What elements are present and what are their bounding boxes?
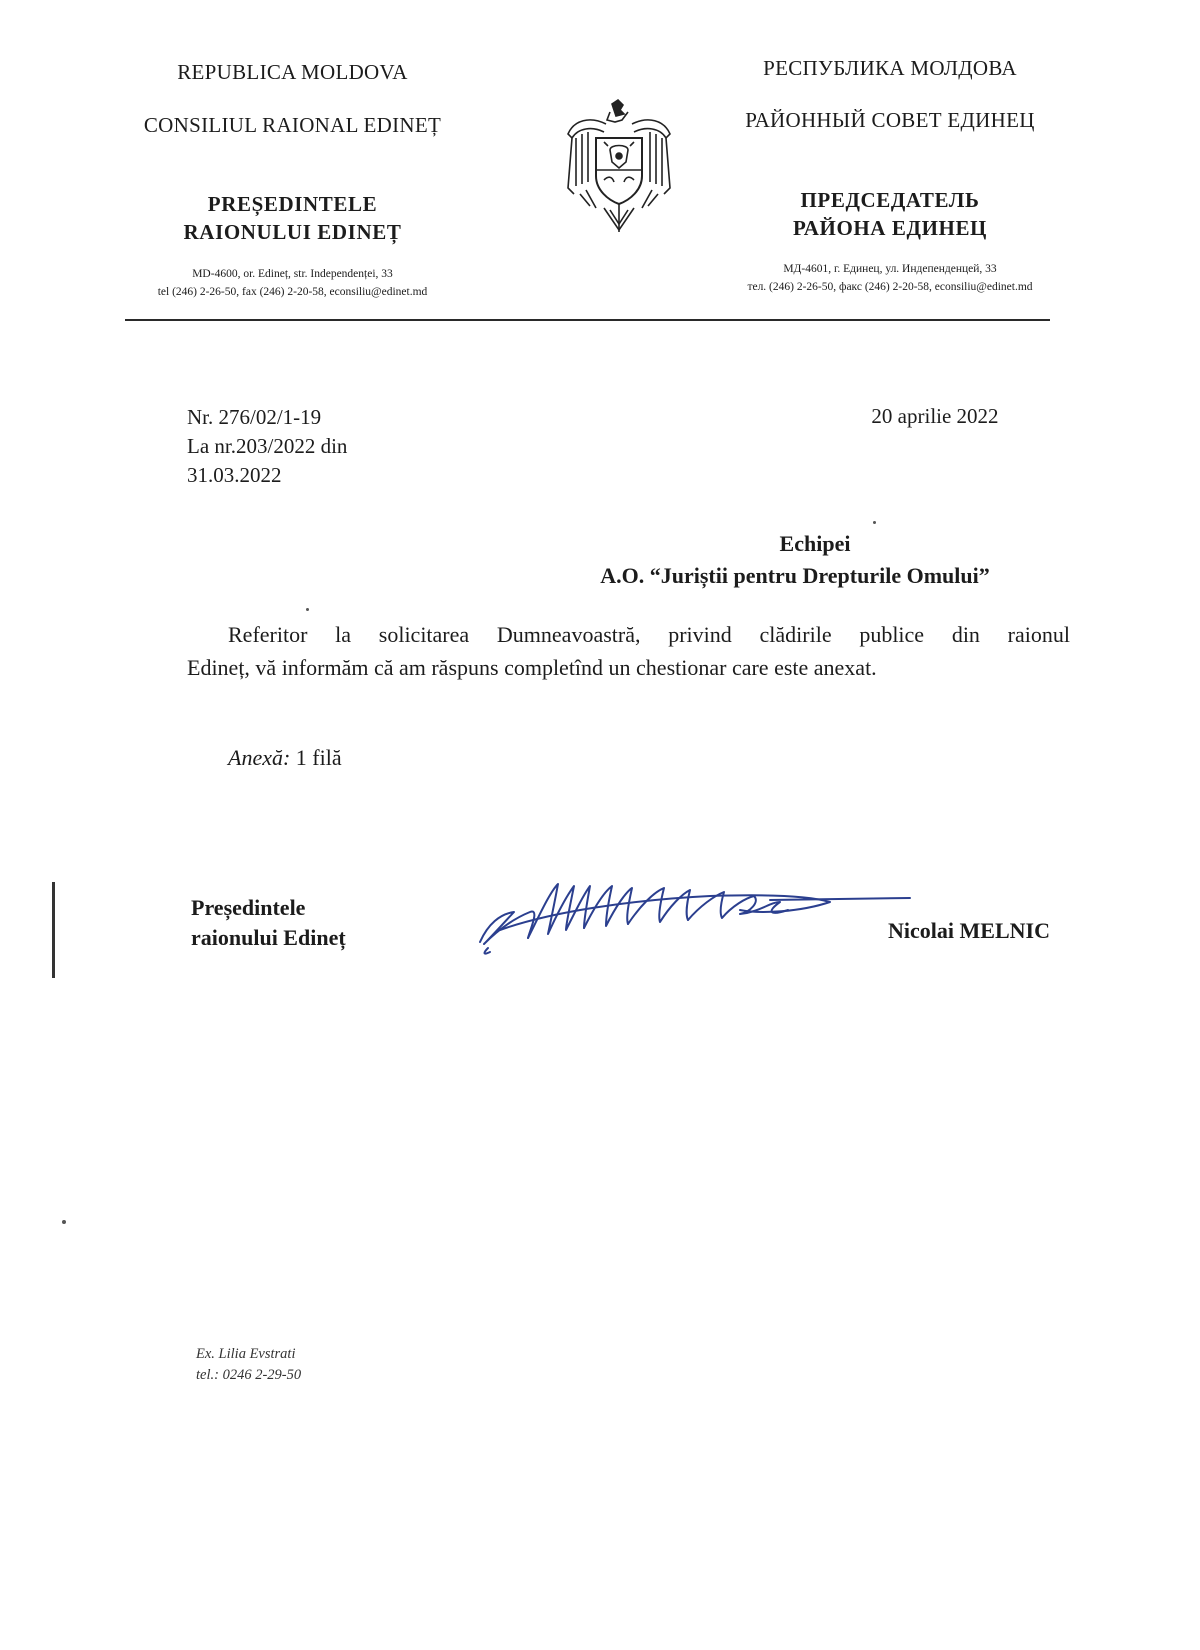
- reference-number: Nr. 276/02/1-19: [187, 405, 322, 429]
- signatory-role-line2: raionului Edineț: [191, 925, 346, 950]
- scan-speck: [306, 608, 309, 611]
- addressee-line1: Echipei: [779, 531, 851, 556]
- header-right-address: МД-4601, г. Единец, ул. Индепенденцей, 33: [783, 263, 997, 275]
- header-right-contacts: [715, 260, 1065, 296]
- header-left-title-line2: RAIONULUI EDINEȚ: [183, 220, 402, 244]
- header-left-phone-email: tel (246) 2-26-50, fax (246) 2-20-58, econsiliu@edinet.md: [157, 286, 428, 298]
- annex-label: Anexă:: [228, 745, 291, 770]
- handwritten-signature: [470, 872, 920, 962]
- signatory-role: [191, 893, 451, 953]
- header-left-country: REPUBLICA MOLDOVA: [177, 60, 408, 84]
- body-paragraph-line1: Referitor la solicitarea Dumneavoastră, privind clădirile publice din raionul: [228, 622, 1070, 647]
- header-left-title-line1: PREȘEDINTELE: [207, 192, 378, 216]
- header-left-title: [140, 190, 445, 246]
- reference-block: [187, 403, 487, 490]
- header-left-contacts: [120, 265, 465, 301]
- body-paragraph-line2: Edineț, vă informăm că am răspuns completînd un chestionar care este anexat.: [187, 655, 877, 680]
- header-right-title: [740, 186, 1040, 242]
- executor-name: Ex. Lilia Evstrati: [196, 1346, 296, 1362]
- addressee-line2: A.O. “Juriștii pentru Drepturile Omului”: [600, 563, 990, 588]
- annex-line: [228, 741, 528, 774]
- executor-note: [196, 1344, 446, 1386]
- reference-reply-date: 31.03.2022: [187, 463, 282, 487]
- scan-speck: [873, 521, 876, 524]
- moldova-coat-of-arms-icon: [560, 98, 678, 236]
- header-divider: [125, 319, 1050, 321]
- annex-value: 1 filă: [290, 745, 342, 770]
- addressee-block: [520, 528, 1070, 592]
- header-right-title-line2: РАЙОНА ЕДИНЕЦ: [793, 216, 987, 240]
- signatory-name: Nicolai MELNIC: [888, 918, 1050, 943]
- header-right-title-line1: ПРЕДСЕДАТЕЛЬ: [800, 188, 980, 212]
- executor-phone: tel.: 0246 2-29-50: [196, 1367, 302, 1383]
- header-left-council: CONSILIUL RAIONAL EDINEȚ: [143, 113, 442, 137]
- header-right-country: РЕСПУБЛИКА МОЛДОВА: [763, 56, 1017, 80]
- scan-speck: [62, 1220, 66, 1224]
- reference-reply-to: La nr.203/2022 din: [187, 434, 348, 458]
- header-right-phone-email: тел. (246) 2-26-50, факс (246) 2-20-58, econsiliu@edinet.md: [747, 281, 1033, 293]
- signatory-role-line1: Președintele: [191, 895, 306, 920]
- header-right-council: РАЙОННЫЙ СОВЕТ ЕДИНЕЦ: [745, 108, 1035, 132]
- header-left-address: MD-4600, or. Edineț, str. Independenței, 33: [192, 268, 393, 280]
- scan-edge-mark: [52, 882, 55, 978]
- letter-date: 20 aprilie 2022: [871, 404, 999, 428]
